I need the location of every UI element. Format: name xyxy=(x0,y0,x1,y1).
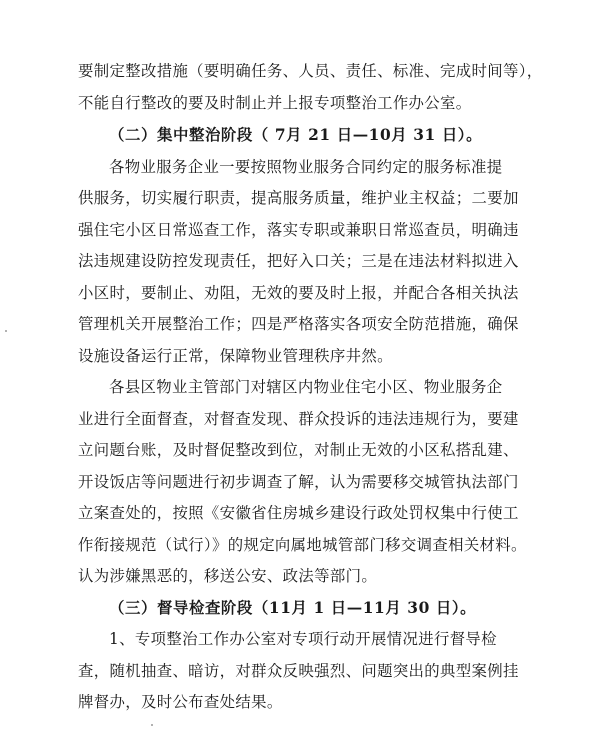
text-line: 牌督办，及时公布查处结果。 xyxy=(78,693,283,711)
text-line: 查，随机抽查、暗访，对群众反映强烈、问题突出的典型案例挂 xyxy=(78,662,519,680)
section-heading: （三）督导检查阶段（11月 1 日—11月 30 日）。 xyxy=(109,599,477,617)
scan-speck xyxy=(151,724,153,726)
text-line: 强住宅小区日常巡查工作，落实专职或兼职日常巡查员，明确违 xyxy=(78,221,519,239)
text-line: 各县区物业主管部门对辖区内物业住宅小区、物业服务企 xyxy=(109,378,503,396)
text-line: 立问题台账，及时督促整改到位，对制止无效的小区私搭乱建、 xyxy=(78,441,519,459)
scan-speck xyxy=(5,330,7,332)
text-line: 1、专项整治工作办公室对专项行动开展情况进行督导检 xyxy=(109,630,497,648)
text-line: 设施设备运行正常，保障物业管理秩序井然。 xyxy=(78,347,393,365)
text-line: 不能自行整改的要及时制止并上报专项整治工作办公室。 xyxy=(78,94,472,112)
text-line: 供服务，切实履行职责，提高服务质量，维护业主权益；二要加 xyxy=(78,189,519,207)
text-line: 要制定整改措施（要明确任务、人员、责任、标准、完成时间等）， xyxy=(78,62,543,80)
section-heading: （二）集中整治阶段（ 7月 21 日—10月 31 日）。 xyxy=(109,126,483,144)
text-line: 认为涉嫌黑恶的，移送公安、政法等部门。 xyxy=(78,567,378,585)
text-line: 法违规建设防控发现责任，把好入口关；三是在违法材料拟进入 xyxy=(78,252,519,270)
text-line: 立案查处的，按照《安徽省住房城乡建设行政处罚权集中行使工 xyxy=(78,504,519,522)
text-line: 小区时，要制止、劝阻，无效的要及时上报，并配合各相关执法 xyxy=(78,284,519,302)
text-line: 开设饭店等问题进行初步调查了解，认为需要移交城管执法部门 xyxy=(78,473,519,491)
text-line: 业进行全面督查，对督查发现、群众投诉的违法违规行为，要建 xyxy=(78,410,519,428)
text-line: 管理机关开展整治工作；四是严格落实各项安全防范措施，确保 xyxy=(78,315,519,333)
text-line: 作衔接规范（试行）》的规定向属地城管部门移交调查相关材料。 xyxy=(78,536,527,554)
text-line: 各物业服务企业一要按照物业服务合同约定的服务标准提 xyxy=(109,158,503,176)
